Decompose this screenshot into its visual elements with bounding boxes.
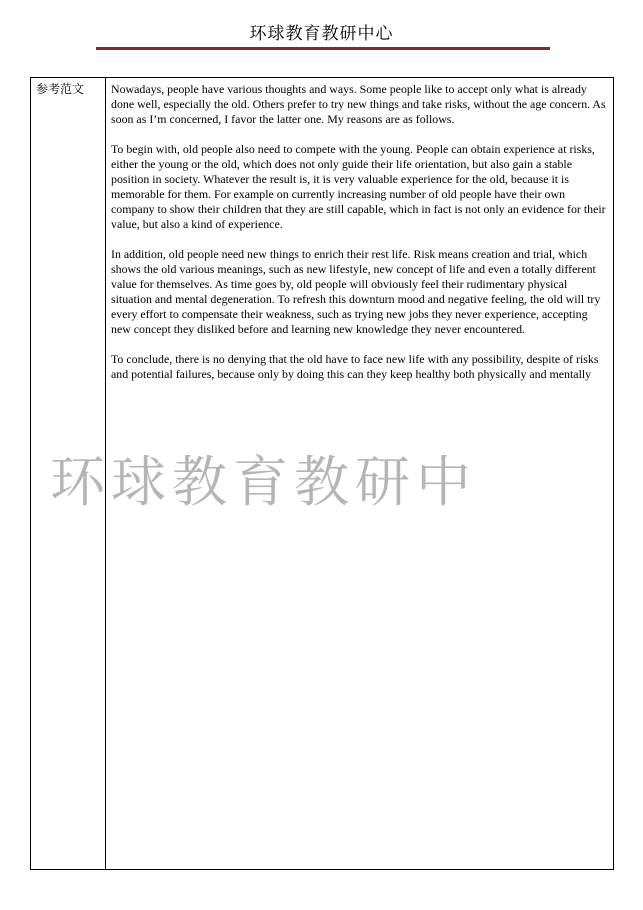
essay-paragraph-intro: Nowadays, people have various thoughts and ways. Some people like to accept only what is already done well, especially the old. Others prefer to try new things and take risks, without the age concern. As soon as I’m concerned, I favor the latter one. My reasons are as follows. (111, 82, 606, 126)
page-header-title: 环球教育教研中心 (249, 24, 394, 44)
essay-paragraph-first-reason: To begin with, old people also need to compete with the young. People can obtain experience at risks, either the young or the old, which does not only guide their life orientation, but also gain a stable position in society. Whatever the result is, it is very valuable experience for the old, because it is memorable for them. For example on currently increasing number of old people have their own company to show their children that they are still capable, which in fact is not only an evidence for their value, but also a kind of experience. (111, 142, 606, 231)
essay-content-cell (106, 78, 613, 869)
essay-table (30, 77, 614, 870)
header-divider (96, 47, 550, 50)
watermark-text: 环球教育教研中 (50, 450, 478, 514)
essay-paragraph-second-reason: In addition, old people need new things to enrich their rest life. Risk means creation and trial, which shows the old various meanings, such as new lifestyle, new concept of life and even a totally different value for themselves. As time goes by, old people will obviously feel their rudimentary physical situation and mental degeneration. To refresh this downturn mood and negative feeling, the old will try every effort to compensate their weakness, such as trying new jobs they never experience, accepting new concept they disliked before and learning new knowledge they never encountered. (111, 247, 601, 336)
essay-label: 参考范文 (36, 82, 85, 96)
label-cell (31, 78, 106, 869)
essay-paragraph-conclusion: To conclude, there is no denying that the old have to face new life with any possibility, despite of risks and potential failures, because only by doing this can they keep healthy both physically and mentally (111, 352, 599, 381)
